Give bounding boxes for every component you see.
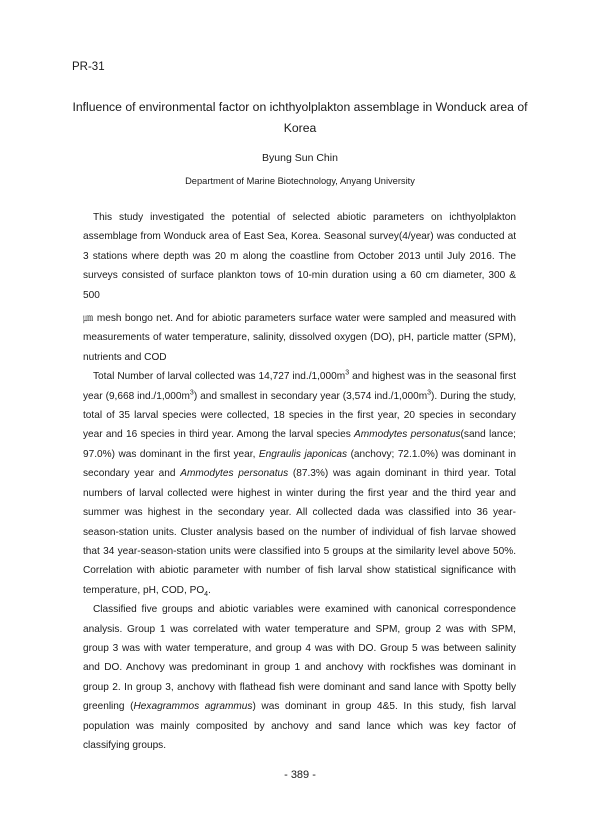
text-run: (87.3%) was again dominant in third year. Total numbers of larval collected were highest in winter during the first year and the third year and summer was highest in the secondary year. All collected dada was classified into 36 year-season-station units. Cluster analysis based on the number of individual of fish larvae showed that 34 year-season-station units were classified into 5 groups at the similarity level above 50%. Correlation with abiotic parameter with number of fish larval show statistical significance with temperature, pH, COD, PO (83, 468, 516, 596)
paragraph-1 (83, 208, 516, 367)
species-name: Ammodytes personatus (180, 468, 289, 480)
author-name: Byung Sun Chin (262, 152, 338, 164)
species-name: Engraulis japonicas (258, 448, 348, 460)
text-run: ) and smallest in secondary year (3,574 ind./1,000m (193, 390, 428, 402)
paragraph-1-text: This study investigated the potential of selected abiotic parameters on ichthyolplakton assemblage from Wonduck area of East Sea, Korea. Seasonal survey(4/year) was conducted at 3 stations where depth was 20 m along the coastline from October 2013 until July 2016. The surveys consisted of surface plankton tows of 10-min duration using a 60 cm diameter, 300 & 500 (83, 212, 516, 301)
subscript: 4 (204, 590, 209, 598)
text-run: Classified five groups and abiotic variables were examined with canonical correspondence analysis. Group 1 was correlated with water temperature and SPM, group 2 was with SPM, group 3 was with water temperature, and group 4 was with DO. Group 5 was between salinity and DO. Anchovy was predominant in group 1 and anchovy with rockfishes was dominant in group 2. In group 3, anchovy with flathead fish were dominant and sand lance with Spotty belly greenling ( (83, 604, 516, 713)
paragraph-1-text-cont: ㎛ mesh bongo net. And for abiotic parameters surface water were sampled and measured with measurements of water temperature, salinity, dissolved oxygen (DO), pH, particle matter (SPM), nutrients and COD (83, 313, 516, 363)
species-name: Hexagrammos agrammus (133, 701, 253, 713)
paragraph-2 (83, 367, 516, 600)
author-affiliation: Department of Marine Biotechnology, Anyang University (185, 176, 415, 186)
page-number: - 389 - (284, 769, 316, 781)
abstract-code: PR-31 (72, 61, 105, 73)
text-run: ) was dominant in group 4&5. In this study, fish larval population was mainly composited by anchovy and sand lance which was key factor of classifying groups. (83, 701, 517, 751)
paper-title: Influence of environmental factor on ichthyolplakton assemblage in Wonduck area of Korea (72, 100, 528, 135)
paragraph-3 (83, 600, 516, 755)
superscript: 3 (427, 389, 432, 397)
text-run: ). During the study, total of 35 larval species were collected, 18 species in the first year, 20 species in secondary year and 16 species in third year. Among the larval species (83, 390, 516, 441)
text-run: . (208, 584, 211, 596)
superscript: 3 (345, 369, 350, 377)
abstract-body (83, 208, 516, 755)
species-name: Ammodytes personatus (354, 429, 461, 441)
text-run: (sand lance; 97.0%) was dominant in the first year, (83, 429, 516, 460)
text-run: (anchovy; 72.1.0%) was dominant in secondary year and (83, 448, 516, 480)
text-run: Total Number of larval collected was 14,727 ind./1,000m (93, 371, 346, 383)
superscript: 3 (189, 389, 194, 397)
text-run: and highest was in the seasonal first year (9,668 ind./1,000m (83, 371, 516, 402)
